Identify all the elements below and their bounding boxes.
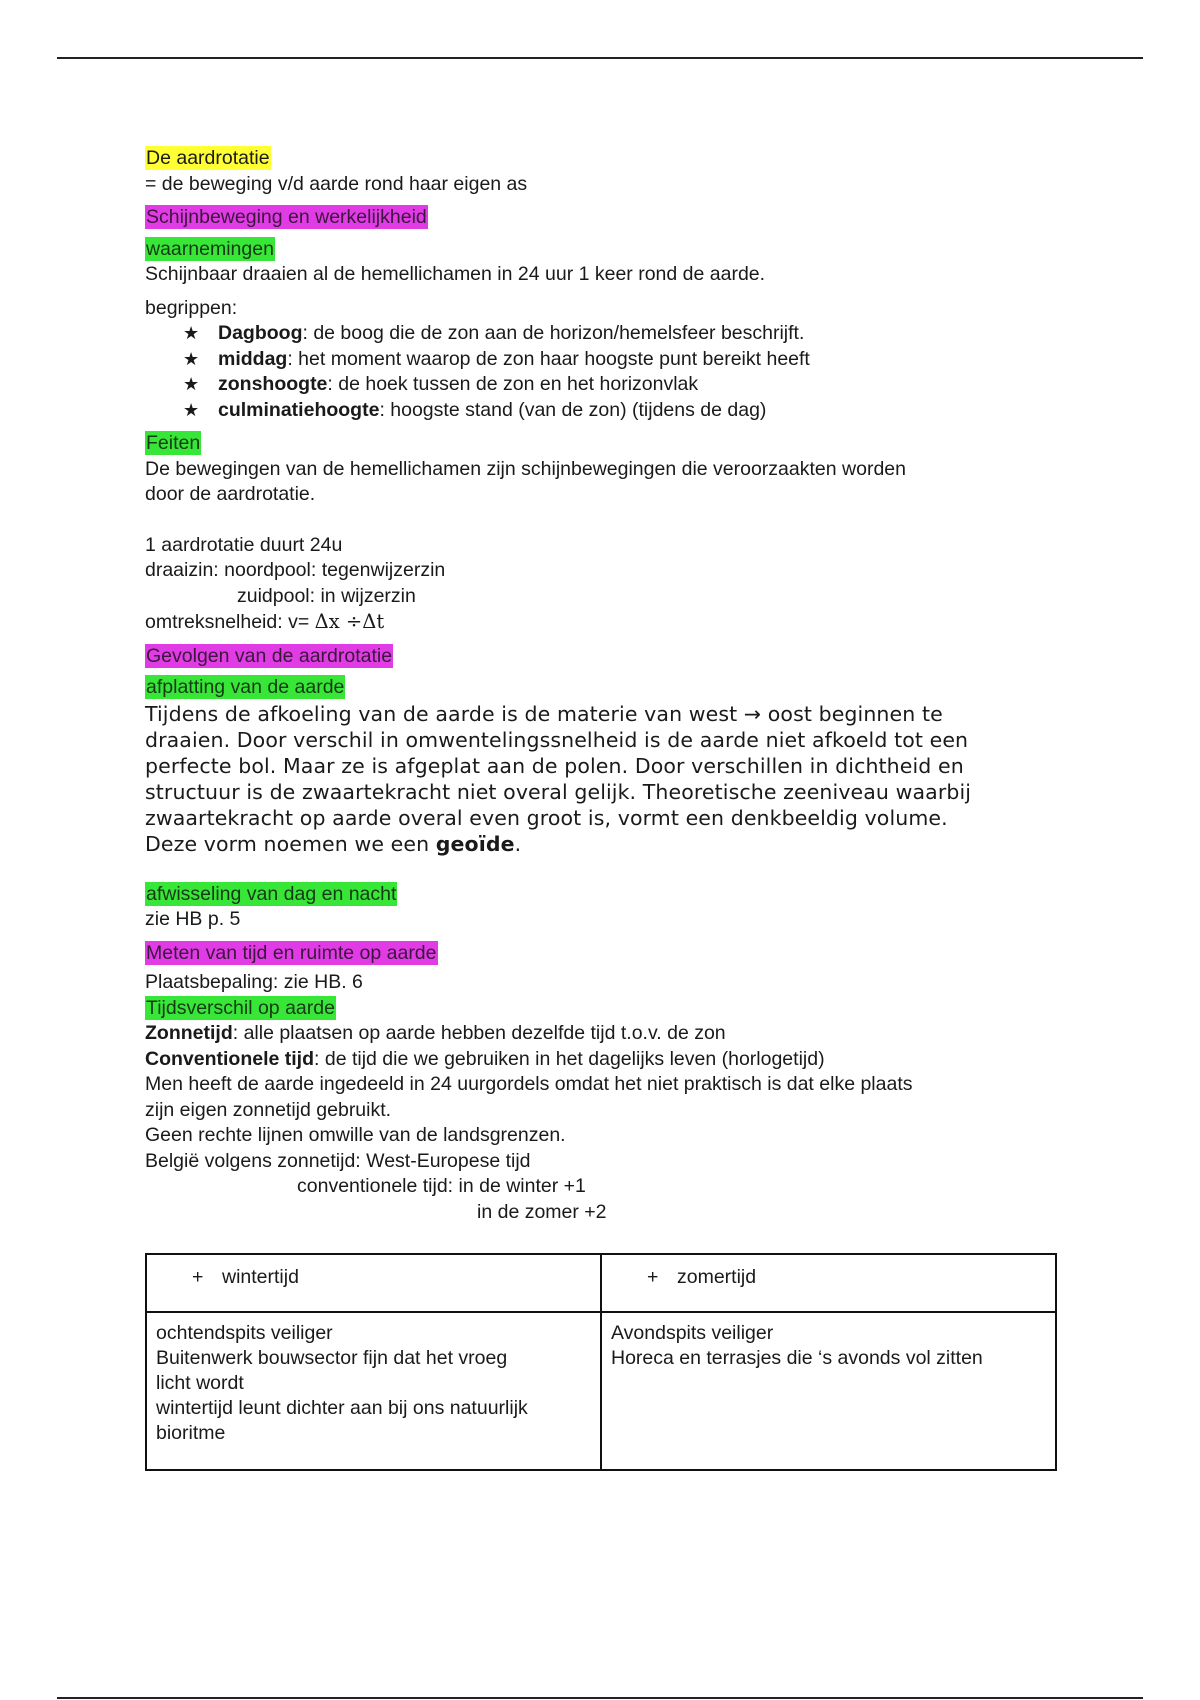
comparison-table	[145, 1253, 1057, 1471]
subheading-tijdsverschil: Tijdsverschil op aarde	[146, 996, 335, 1019]
subheading-feiten: Feiten	[146, 432, 201, 454]
document-title: De aardrotatie	[146, 147, 270, 169]
section-heading-meten: Meten van tijd en ruimte op aarde	[146, 941, 437, 964]
list-item: ★ zonshoogte: de hoek tussen de zon en het horizonvlak	[183, 372, 1075, 398]
conventionele-tijd-def: Conventionele tijd: de tijd die we gebruiken in het dagelijks leven (horlogetijd)	[145, 1047, 825, 1070]
top-rule	[57, 57, 1143, 59]
feiten-text-line2: door de aardrotatie.	[145, 483, 316, 505]
definition: = de beweging v/d aarde rond haar eigen as	[145, 172, 528, 195]
document-body	[145, 146, 1075, 1471]
subheading-afplatting: afplatting van de aarde	[146, 676, 345, 698]
list-item: ★ Dagboog: de boog die de zon aan de horizon/hemelsfeer beschrijft.	[183, 321, 1075, 347]
subheading-waarnemingen: waarnemingen	[146, 237, 274, 260]
begrippen-label: begrippen:	[145, 296, 238, 319]
landsgrenzen: Geen rechte lijnen omwille van de landsgrenzen.	[145, 1124, 566, 1146]
omtreksnelheid-formula: Δx ÷Δt	[314, 610, 385, 633]
zonnetijd-def: Zonnetijd: alle plaatsen op aarde hebben dezelfde tijd t.o.v. de zon	[145, 1022, 726, 1044]
afwisseling-text: zie HB p. 5	[145, 908, 241, 930]
table-cell-zomertijd: Avondspits veiliger Horeca en terrasjes die ‘s avonds vol zitten	[601, 1312, 1056, 1470]
begrippen-list	[145, 321, 1075, 423]
conventionele-zomer: in de zomer +2	[477, 1200, 607, 1223]
bottom-rule	[57, 1697, 1143, 1699]
table-cell-wintertijd: ochtendspits veiliger Buitenwerk bouwsector fijn dat het vroeg licht wordt wintertijd leunt dichter aan bij ons natuurlijk bioritme	[146, 1312, 601, 1470]
table-header-wintertijd: + wintertijd	[146, 1254, 601, 1312]
belgie-zonnetijd: België volgens zonnetijd: West-Europese tijd	[145, 1149, 531, 1172]
section-heading-schijnbeweging: Schijnbeweging en werkelijkheid	[146, 206, 427, 228]
draaizin: draaizin: noordpool: tegenwijzerzin	[145, 559, 446, 581]
list-item: ★ middag: het moment waarop de zon haar hoogste punt bereikt heeft	[183, 347, 1075, 373]
rotatie-duur: 1 aardrotatie duurt 24u	[145, 533, 343, 556]
uurgordels-line1: Men heeft de aarde ingedeeld in 24 uurgordels omdat het niet praktisch is dat elke plaats	[145, 1073, 913, 1095]
subheading-afwisseling: afwisseling van dag en nacht	[146, 882, 397, 905]
conventionele-winter: conventionele tijd: in de winter +1	[297, 1175, 586, 1197]
draaizin-zuidpool: zuidpool: in wijzerzin	[237, 584, 416, 607]
term-geoide: geoïde	[435, 831, 515, 856]
section-heading-gevolgen: Gevolgen van de aardrotatie	[146, 644, 393, 667]
feiten-text-line1: De bewegingen van de hemellichamen zijn schijnbewegingen die veroorzaakten worden	[145, 457, 906, 480]
plaatsbepaling: Plaatsbepaling: zie HB. 6	[145, 971, 363, 993]
afplatting-paragraph: Tijdens de afkoeling van de aarde is de materie van west → oost beginnen te draaien. Door verschil in omwentelingssnelheid is de aarde niet afkoeld tot een perfecte bol. Maar ze is afgeplat aan de polen. Door verschillen in dichtheid en structuur is de zwaartekracht niet overal gelijk. Theoretische zeeniveau waarbij zwaartekracht op aarde overal even groot is, vormt een denkbeeldig volume. Deze vorm noemen we een geoïde.	[145, 701, 972, 856]
table-header-zomertijd: + zomertijd	[601, 1254, 1056, 1312]
omtreksnelheid: omtreksnelheid: v= Δx ÷Δt	[145, 610, 385, 633]
list-item: ★ culminatiehoogte: hoogste stand (van de zon) (tijdens de dag)	[183, 398, 1075, 424]
uurgordels-line2: zijn eigen zonnetijd gebruikt.	[145, 1098, 392, 1121]
waarnemingen-text: Schijnbaar draaien al de hemellichamen in 24 uur 1 keer rond de aarde.	[145, 263, 766, 285]
